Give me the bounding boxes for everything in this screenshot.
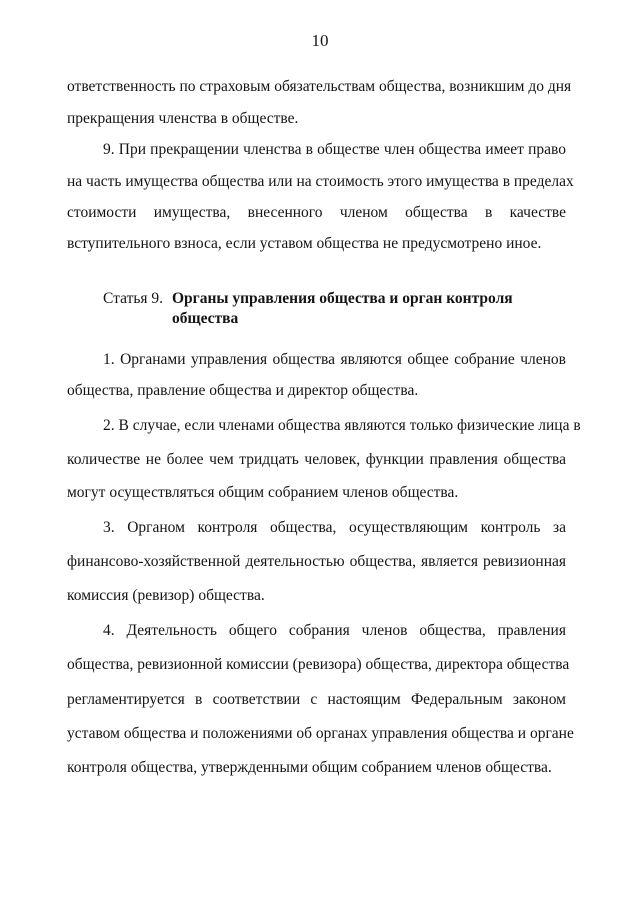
paragraph-line: 9. При прекращении членства в обществе член общества имеет право bbox=[103, 141, 566, 158]
paragraph-line: уставом общества и положениями об органах управления общества и органе bbox=[67, 725, 574, 742]
paragraph-line: количестве не более чем тридцать человек, функции правления общества bbox=[67, 451, 566, 468]
paragraph-line: контроля общества, утвержденными общим собранием членов общества. bbox=[67, 759, 552, 776]
paragraph-line: 2. В случае, если членами общества являются только физические лица в bbox=[103, 417, 581, 434]
paragraph-line: прекращения членства в обществе. bbox=[67, 110, 299, 127]
paragraph-line: 1. Органами управления общества являются общее собрание членов bbox=[103, 351, 566, 368]
article-title: Органы управления общества и орган контроля общества bbox=[172, 290, 513, 327]
paragraph-line: 4. Деятельность общего собрания членов общества, правления bbox=[103, 622, 566, 639]
paragraph-line: 3. Органом контроля общества, осуществляющим контроль за bbox=[103, 519, 566, 536]
paragraph-line: стоимости имущества, внесенного членом общества в качестве bbox=[67, 204, 566, 221]
paragraph-line: вступительного взноса, если уставом общества не предусмотрено иное. bbox=[67, 235, 542, 252]
page-number: 10 bbox=[311, 31, 329, 50]
paragraph-line: могут осуществляться общим собранием членов общества. bbox=[67, 484, 459, 501]
paragraph-line: общества, ревизионной комиссии (ревизора) общества, директора общества bbox=[67, 656, 570, 673]
paragraph-line: на часть имущества общества или на стоимость этого имущества в пределах bbox=[67, 173, 574, 190]
paragraph-line: общества, правление общества и директор общества. bbox=[67, 382, 419, 399]
paragraph-line: финансово-хозяйственной деятельностью общества, является ревизионная bbox=[67, 553, 566, 570]
paragraph-line: регламентируется в соответствии с настоящим Федеральным законом bbox=[67, 691, 566, 708]
paragraph-line: ответственность по страховым обязательствам общества, возникшим до дня bbox=[67, 78, 572, 95]
article-label: Статья 9. bbox=[103, 290, 164, 307]
paragraph-line: комиссия (ревизор) общества. bbox=[67, 587, 265, 604]
